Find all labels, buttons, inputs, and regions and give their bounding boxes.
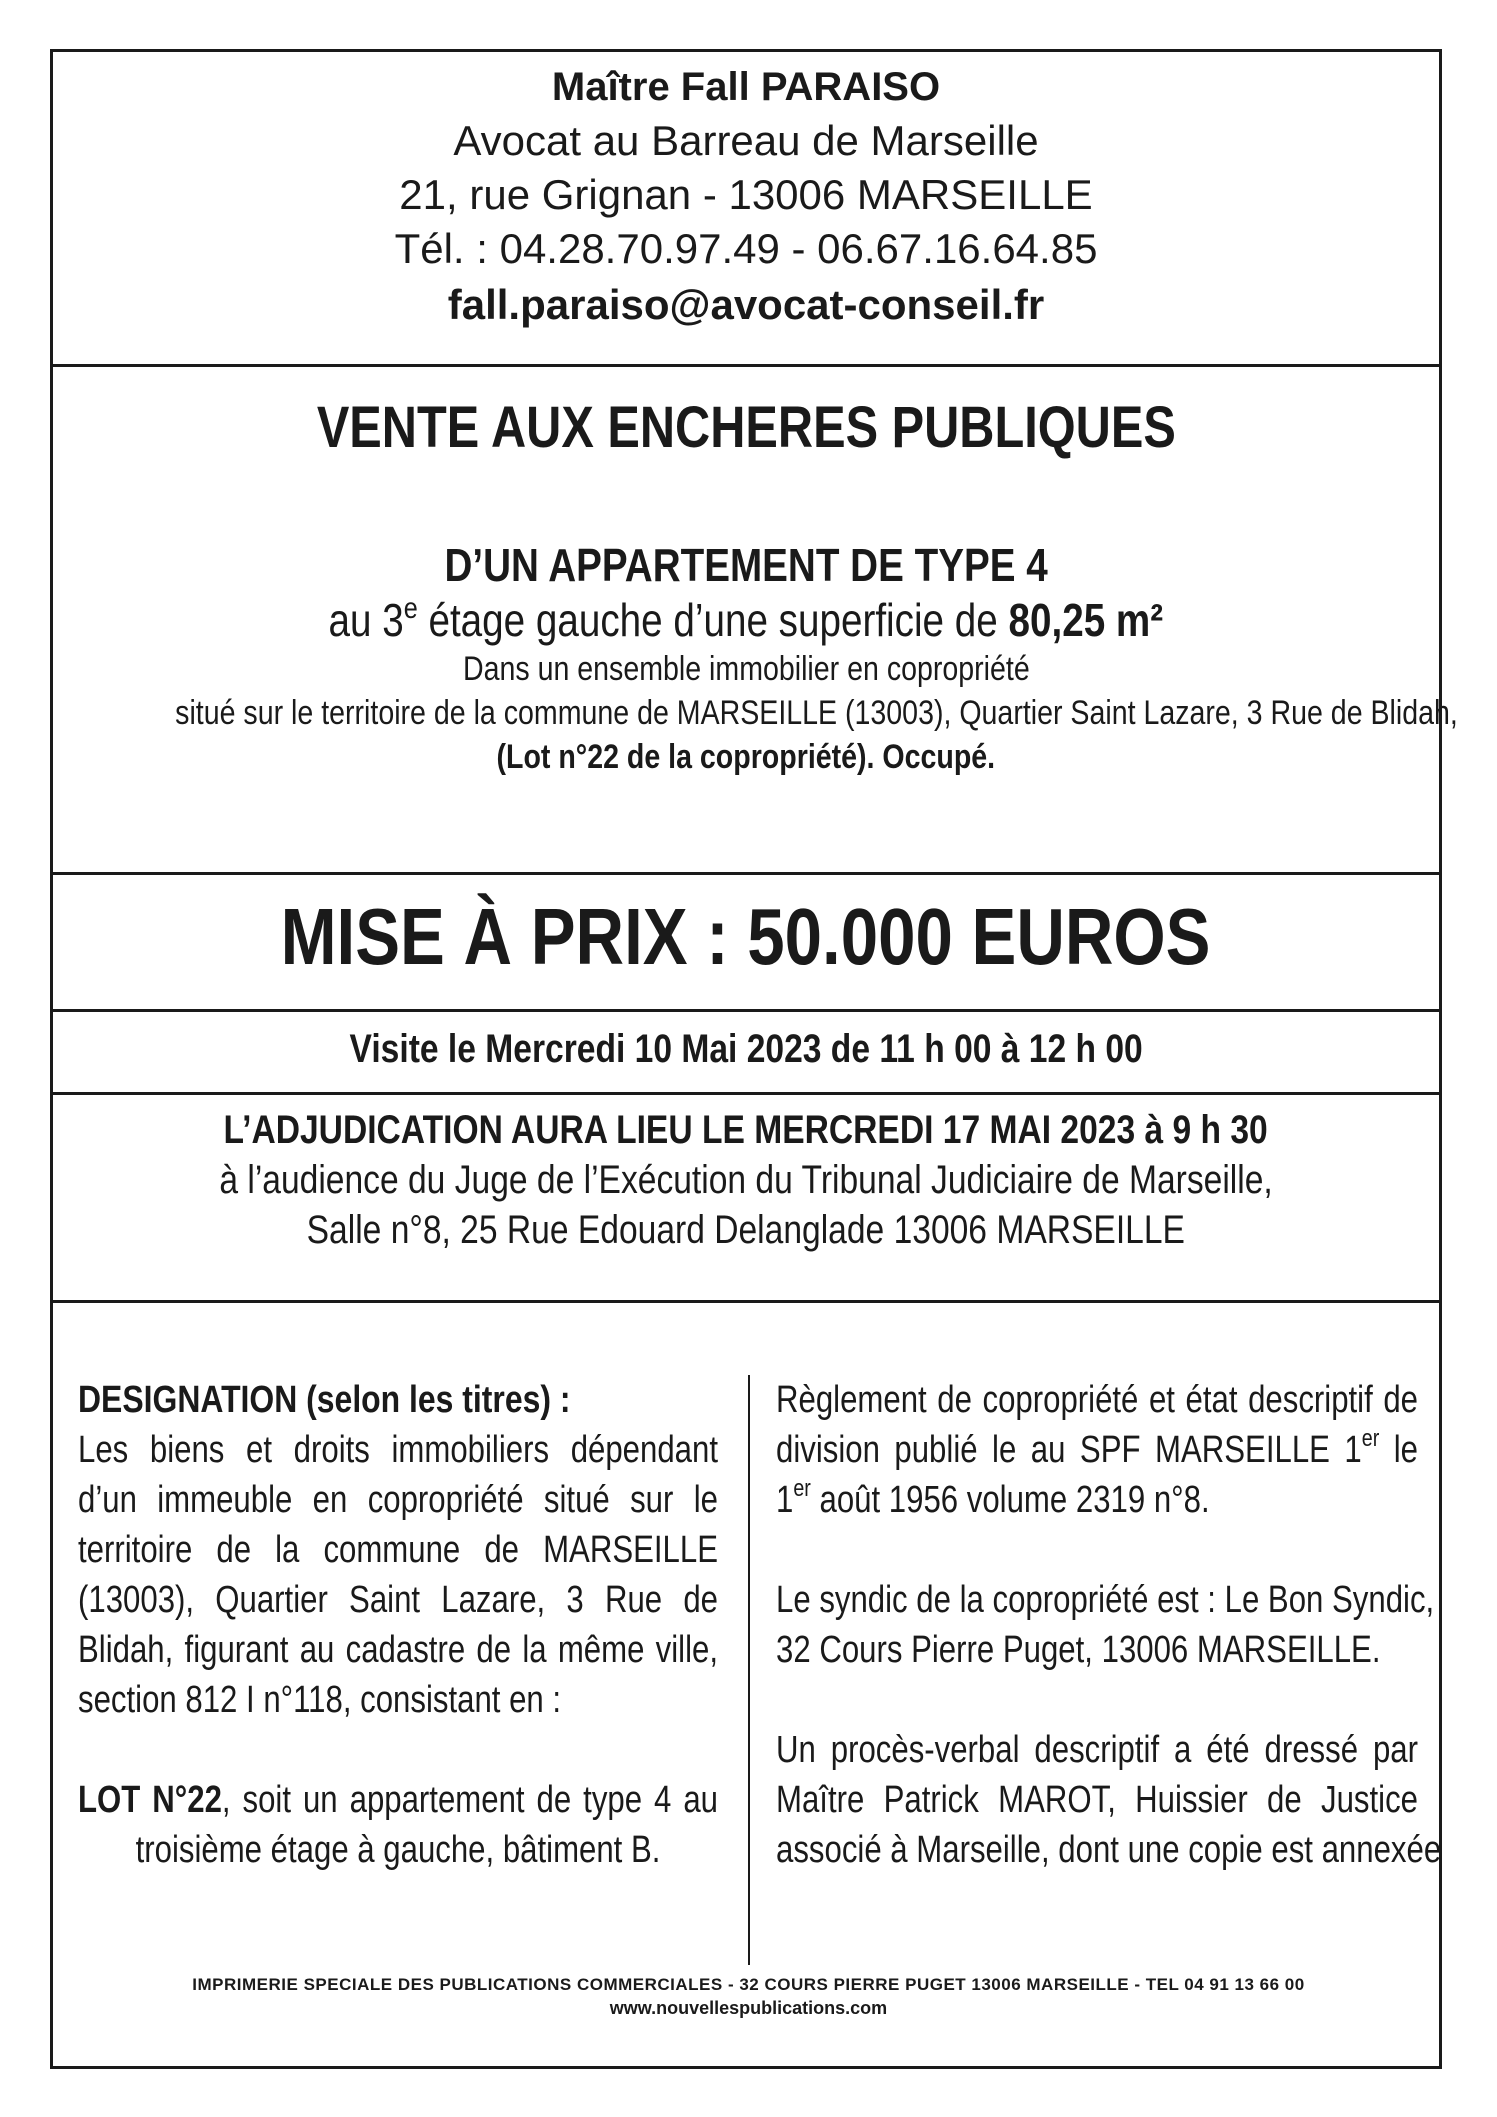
divider [53, 872, 1439, 875]
lawyer-phone: Tél. : 04.28.70.97.49 - 06.67.16.64.85 [394, 225, 1098, 272]
starting-price-block [53, 892, 1439, 982]
property-line-3: (Lot n°22 de la copropriété). Occupé. [496, 738, 996, 776]
property-surface: 80,25 m² [1008, 594, 1164, 646]
report-line: Maître Patrick MAROT, Huissier de Justice [776, 1779, 1418, 1821]
regulation-line: 1er août 1956 volume 2319 n°8. [776, 1475, 1210, 1521]
adjudication-block [53, 1105, 1439, 1255]
lawyer-title: Avocat au Barreau de Marseille [453, 117, 1039, 164]
syndic-line: 32 Cours Pierre Puget, 13006 MARSEILLE. [776, 1629, 1381, 1671]
divider [53, 1009, 1439, 1012]
regulation-line: division publié le au SPF MARSEILLE 1er le [776, 1425, 1418, 1471]
printer-info: IMPRIMERIE SPECIALE DES PUBLICATIONS COMMERCIALES - 32 COURS PIERRE PUGET 13006 MARSEILLE - TEL 04 91 13 66 00 [192, 1975, 1305, 1994]
lawyer-header [53, 60, 1439, 334]
regulation-column [776, 1375, 1442, 1875]
lot-line: troisième étage à gauche, bâtiment B. [135, 1829, 661, 1871]
visit-info: Visite le Mercredi 10 Mai 2023 de 11 h 00 à 12 h 00 [349, 1027, 1143, 1071]
lawyer-email: fall.paraiso@avocat-conseil.fr [447, 281, 1045, 328]
designation-line: d’un immeuble en copropriété situé sur le [78, 1479, 718, 1521]
report-line: associé à Marseille, dont une copie est annexée [776, 1829, 1442, 1871]
lot-line: LOT N°22, soit un appartement de type 4 au [78, 1779, 718, 1821]
divider [53, 1300, 1439, 1303]
property-type: D’UN APPARTEMENT DE TYPE 4 [444, 539, 1048, 591]
printer-footer [0, 1973, 1497, 2019]
designation-line: territoire de la commune de MARSEILLE [78, 1529, 718, 1571]
divider [53, 364, 1439, 367]
divider [53, 1092, 1439, 1095]
designation-line: (13003), Quartier Saint Lazare, 3 Rue de [78, 1579, 718, 1621]
adjudication-line-1: à l’audience du Juge de l’Exécution du Tribunal Judiciaire de Marseille, [219, 1158, 1273, 1202]
lot-label: LOT N°22 [78, 1779, 222, 1821]
property-floor: au 3e étage gauche d’une superficie de 80,25 m² [328, 592, 1164, 646]
visit-block [53, 1024, 1439, 1074]
property-line-1: Dans un ensemble immobilier en copropriété [462, 650, 1030, 688]
designation-heading: DESIGNATION (selon les titres) : [78, 1379, 571, 1421]
lawyer-address: 21, rue Grignan - 13006 MARSEILLE [399, 171, 1093, 218]
adjudication-heading: L’ADJUDICATION AURA LIEU LE MERCREDI 17 MAI 2023 à 9 h 30 [223, 1108, 1269, 1152]
printer-website[interactable]: www.nouvellespublications.com [609, 1998, 888, 2018]
designation-line: Blidah, figurant au cadastre de la même ville, [78, 1629, 718, 1671]
designation-line: section 812 I n°118, consistant en : [78, 1679, 562, 1721]
sale-title-block [53, 392, 1439, 464]
regulation-line: Règlement de copropriété et état descriptif de [776, 1379, 1418, 1421]
column-separator [748, 1375, 750, 1965]
designation-column [78, 1375, 718, 1425]
adjudication-line-2: Salle n°8, 25 Rue Edouard Delanglade 13006 MARSEILLE [306, 1208, 1186, 1252]
starting-price: MISE À PRIX : 50.000 EUROS [281, 892, 1211, 981]
designation-body [78, 1425, 718, 1875]
lawyer-name: Maître Fall PARAISO [551, 65, 941, 109]
syndic-line: Le syndic de la copropriété est : Le Bon Syndic, [776, 1579, 1435, 1621]
property-description [53, 537, 1458, 779]
designation-line: Les biens et droits immobiliers dépendant [78, 1429, 718, 1471]
sale-heading: VENTE AUX ENCHERES PUBLIQUES [316, 395, 1176, 460]
report-line: Un procès-verbal descriptif a été dressé par [776, 1729, 1418, 1771]
property-line-2: situé sur le territoire de la commune de MARSEILLE (13003), Quartier Saint Lazare, 3 Rue de Blidah, [175, 694, 1458, 732]
